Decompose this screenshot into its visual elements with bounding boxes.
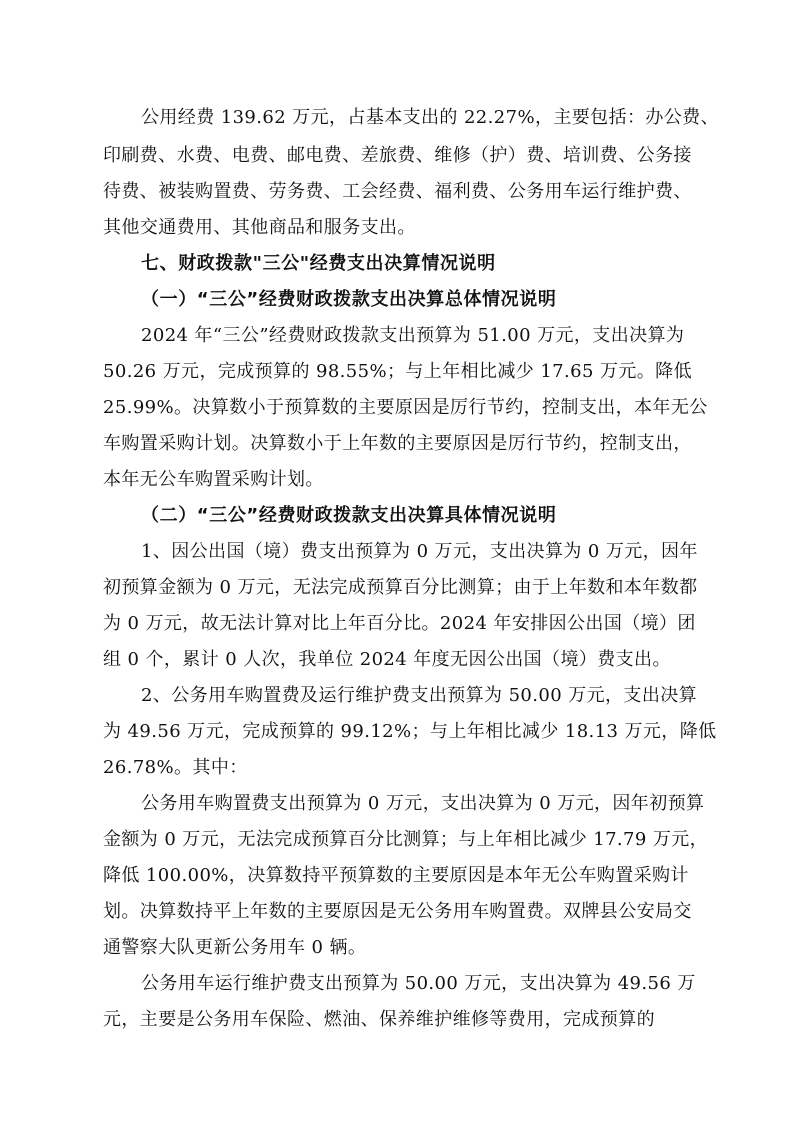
- item-one-line-1: 1、因公出国（境）费支出预算为 0 万元，支出决算为 0 万元，因年: [141, 541, 698, 562]
- item-one-line-3: 为 0 万元，故无法计算对比上年百分比。2024 年安排因公出国（境）团: [103, 613, 696, 634]
- section-seven-title: 七、财政拨款"三公"经费支出决算情况说明: [141, 253, 496, 274]
- vehicle-maintenance-line-2: 元，主要是公务用车保险、燃油、保养维护维修等费用，完成预算的: [103, 1009, 655, 1030]
- overall-explanation-line-4: 车购置采购计划。决算数小于上年数的主要原因是厉行节约，控制支出，: [103, 433, 692, 454]
- overall-explanation-line-2: 50.26 万元，完成预算的 98.55%；与上年相比减少 17.65 万元。降低: [103, 361, 692, 382]
- item-two-line-1: 2、公务用车购置费及运行维护费支出预算为 50.00 万元，支出决算: [141, 685, 698, 706]
- vehicle-purchase-line-5: 通警察大队更新公务用车 0 辆。: [103, 937, 367, 958]
- subsection-two-title: （二）“三公”经费财政拨款支出决算具体情况说明: [141, 505, 557, 526]
- vehicle-purchase-line-2: 金额为 0 万元，无法完成预算百分比测算；与上年相比减少 17.79 万元，: [103, 829, 709, 850]
- vehicle-purchase-line-4: 划。决算数持平上年数的主要原因是无公务用车购置费。双牌县公安局交: [103, 901, 692, 922]
- vehicle-purchase-line-1: 公务用车购置费支出预算为 0 万元，支出决算为 0 万元，因年初预算: [141, 793, 705, 814]
- item-two-line-2: 为 49.56 万元，完成预算的 99.12%；与上年相比减少 18.13 万元，降低: [103, 721, 717, 742]
- item-one-line-4: 组 0 个，累计 0 人次，我单位 2024 年度无因公出国（境）费支出。: [103, 649, 671, 670]
- vehicle-purchase-line-3: 降低 100.00%，决算数持平预算数的主要原因是本年无公车购置采购计: [103, 865, 689, 886]
- overall-explanation-line-3: 25.99%。决算数小于预算数的主要原因是厉行节约，控制支出，本年无公: [103, 397, 708, 418]
- subsection-one-title: （一）“三公”经费财政拨款支出决算总体情况说明: [141, 289, 557, 310]
- item-one-line-2: 初预算金额为 0 万元，无法完成预算百分比测算；由于上年数和本年数都: [103, 577, 698, 598]
- item-two-line-3: 26.78%。其中：: [103, 757, 248, 778]
- public-funds-line-2: 印刷费、水费、电费、邮电费、差旅费、维修（护）费、培训费、公务接: [103, 145, 692, 166]
- public-funds-line-3: 待费、被装购置费、劳务费、工会经费、福利费、公务用车运行维护费、: [103, 181, 692, 202]
- overall-explanation-line-5: 本年无公车购置采购计划。: [103, 469, 324, 490]
- public-funds-line-4: 其他交通费用、其他商品和服务支出。: [103, 217, 416, 238]
- overall-explanation-line-1: 2024 年“三公”经费财政拨款支出预算为 51.00 万元，支出决算为: [141, 325, 685, 346]
- public-funds-line-1: 公用经费 139.62 万元，占基本支出的 22.27%，主要包括：办公费、: [141, 107, 719, 128]
- vehicle-maintenance-line-1: 公务用车运行维护费支出预算为 50.00 万元，支出决算为 49.56 万: [141, 973, 696, 994]
